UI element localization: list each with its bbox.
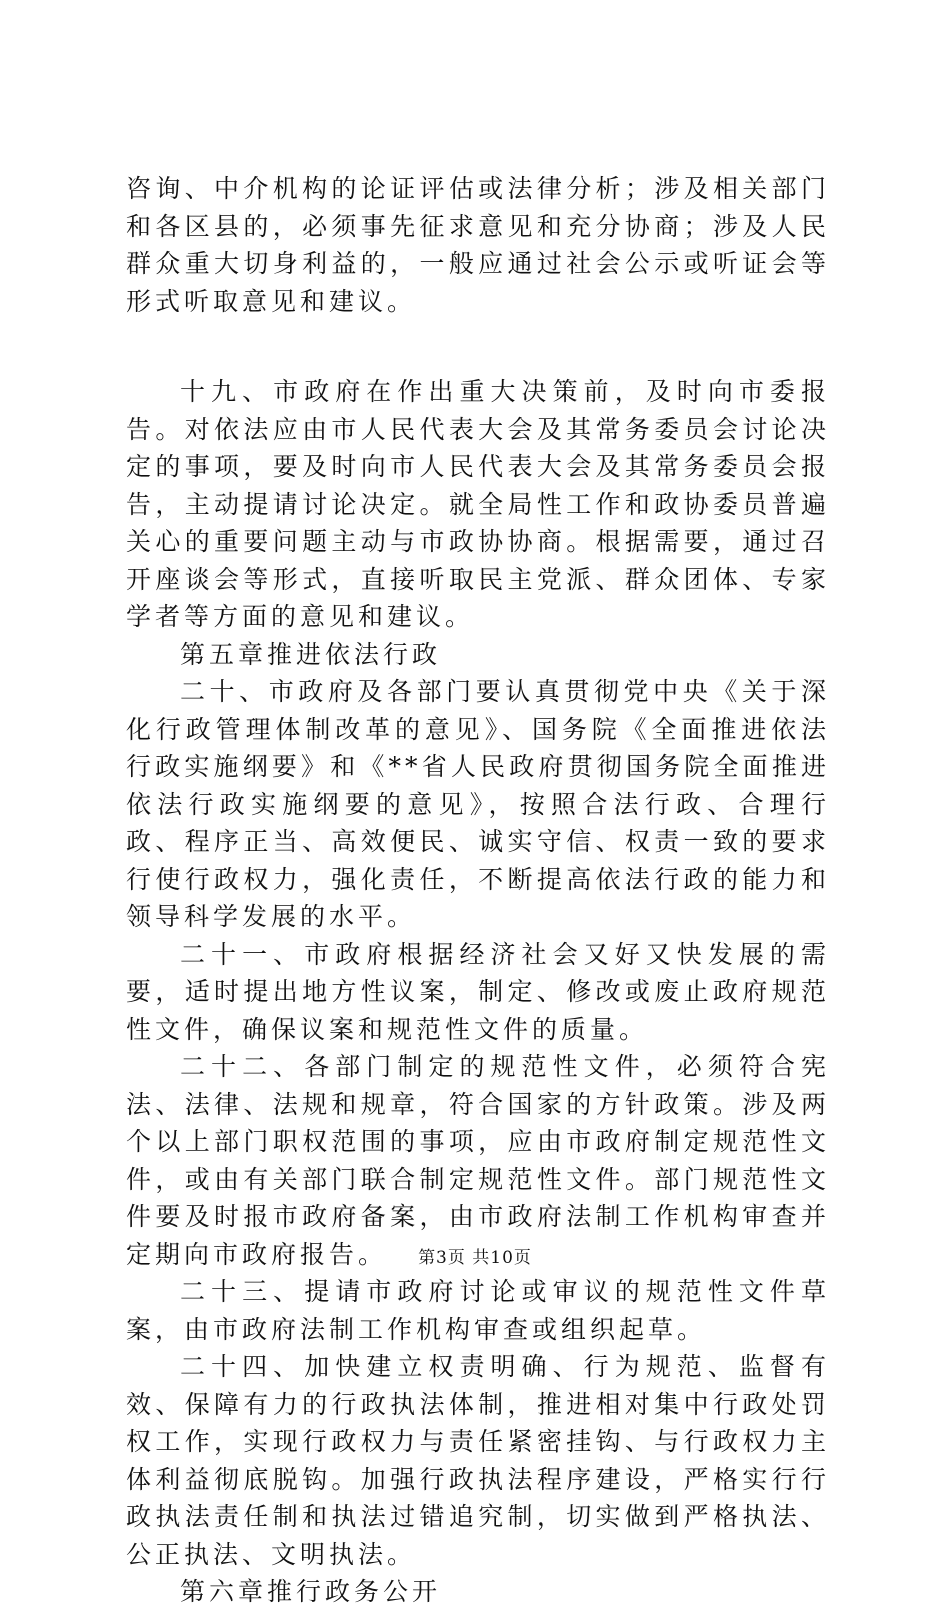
chapter-heading-6: 第六章推行政务公开 <box>180 1577 442 1606</box>
paragraph-article-19: 十九、市政府在作出重大决策前，及时向市委报告。对依法应由市人民代表大会及其常务委员会讨论决定的事项，要及时向市人民代表大会及其常务委员会报告，主动提请讨论决定。就全局性工作和政协委员普遍关心的重要问题主动与市政协协商。根据需要，通过召开座谈会等形式，直接听取民主党派、群众团体、专家学者等方面的意见和建议。 <box>126 377 830 631</box>
paragraph-article-24: 二十四、加快建立权责明确、行为规范、监督有效、保障有力的行政执法体制，推进相对集中行政处罚权工作，实现行政权力与责任紧密挂钩、与行政权力主体利益彻底脱钩。加强行政执法程序建设，严格实行行政执法责任制和执法过错追究制，切实做到严格执法、公正执法、文明执法。 <box>126 1352 830 1569</box>
paragraph-article-23: 二十三、提请市政府讨论或审议的规范性文件草案，由市政府法制工作机构审查或组织起草。 <box>126 1277 830 1344</box>
paragraph-article-21: 二十一、市政府根据经济社会又好又快发展的需要，适时提出地方性议案，制定、修改或废止政府规范性文件，确保议案和规范性文件的质量。 <box>126 939 830 1044</box>
paragraph-continuation: 咨询、中介机构的论证评估或法律分析；涉及相关部门和各区县的，必须事先征求意见和充分协商；涉及人民群众重大切身利益的，一般应通过社会公示或听证会等形式听取意见和建议。 <box>126 174 830 316</box>
chapter-heading-5: 第五章推进依法行政 <box>180 639 442 669</box>
paragraph-article-20: 二十、市政府及各部门要认真贯彻党中央《关于深化行政管理体制改革的意见》、国务院《全面推进依法行政实施纲要》和《**省人民政府贯彻国务院全面推进依法行政实施纲要的意见》，按照合法行政、合理行政、程序正当、高效便民、诚实守信、权责一致的要求行使行政权力，强化责任，不断提高依法行政的能力和领导科学发展的水平。 <box>126 677 830 931</box>
document-body <box>126 170 830 1611</box>
page-number-footer: 第3页 共10页 <box>418 1248 532 1268</box>
paragraph-article-22: 二十二、各部门制定的规范性文件，必须符合宪法、法律、法规和规章，符合国家的方针政策。涉及两个以上部门职权范围的事项，应由市政府制定规范性文件，或由有关部门联合制定规范性文件。部门规范性文件要及时报市政府备案，由市政府法制工作机构审查并定期向市政府报告。 <box>126 1052 830 1269</box>
